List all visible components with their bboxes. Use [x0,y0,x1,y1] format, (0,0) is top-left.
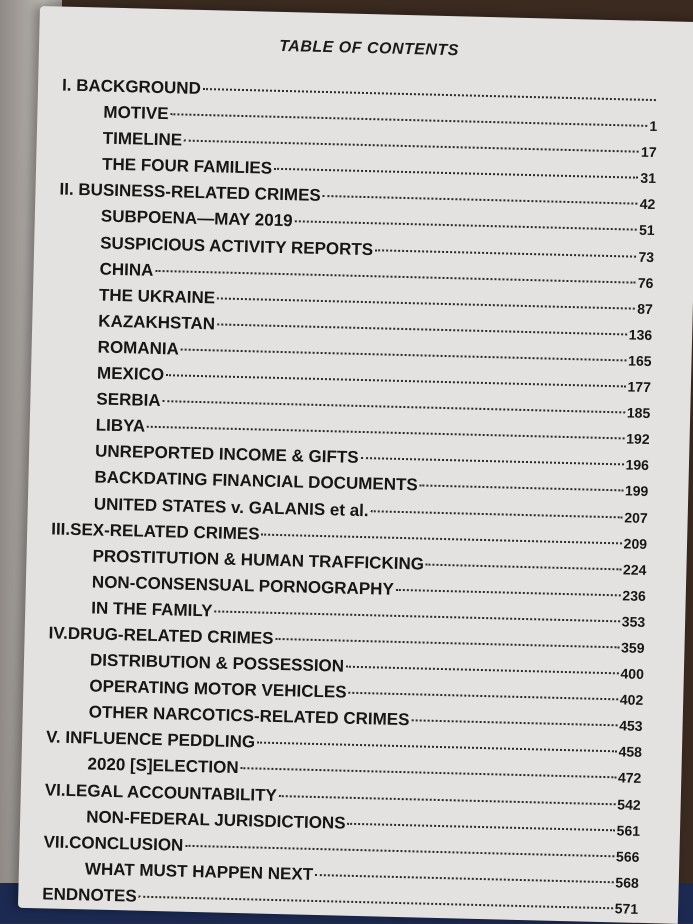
dot-leader [185,845,614,857]
toc-entry-page: 192 [626,430,650,448]
toc-entry-label: SERBIA [96,389,161,411]
dot-leader [420,485,623,492]
toc-entry-page: 1 [649,118,658,135]
toc-entry-page: 209 [623,535,648,552]
toc-entry-page: 402 [619,691,644,709]
dot-leader [163,400,625,413]
toc-entry-label: DISTRIBUTION & POSSESSION [89,650,345,676]
dot-leader [147,426,624,440]
toc-entry-label: TIMELINE [102,128,183,150]
toc-entry-label: 2020 [S]ELECTION [87,754,239,778]
dot-leader [214,610,619,622]
toc-entry-page: 196 [625,456,650,474]
dot-leader [295,221,638,231]
toc-entry-page: 73 [638,248,655,265]
toc-entry-page: 224 [622,561,647,578]
toc-entry-label: IN THE FAMILY [91,598,213,621]
dot-leader [315,874,613,883]
dot-leader [375,249,636,257]
toc-entry-label: II. BUSINESS-RELATED CRIMES [59,179,322,206]
dot-leader [275,638,619,648]
dot-leader [155,270,635,284]
toc-entry-label: ROMANIA [97,337,180,359]
toc-entry-page: 207 [624,508,648,526]
toc-entry-page: 568 [615,874,639,891]
toc-entry-page: 561 [616,821,641,839]
dot-leader [217,323,627,335]
dot-leader [426,563,621,570]
toc-entry-page: 571 [614,900,639,917]
dot-leader [411,720,617,727]
toc-entry-page: 236 [622,587,646,604]
toc-entry-label: PROSTITUTION & HUMAN TRAFFICKING [92,546,425,574]
table-of-contents [42,73,658,922]
toc-entry-label: MEXICO [96,363,165,385]
toc-entry-page: 453 [619,717,643,735]
toc-entry-label: MOTIVE [103,102,169,124]
dot-leader [181,348,626,361]
toc-entry-label: BACKDATING FINANCIAL DOCUMENTS [94,467,418,495]
toc-entry-page: 472 [617,769,642,787]
toc-entry-label: OPERATING MOTOR VEHICLES [89,676,347,702]
toc-entry-label: THE UKRAINE [98,285,216,308]
book-page [18,6,693,924]
toc-entry-label: WHAT MUST HAPPEN NEXT [84,859,314,884]
toc-entry-label: NON-CONSENSUAL PORNOGRAPHY [91,572,395,599]
toc-entry-page: 31 [640,170,657,187]
dot-leader [262,533,622,544]
toc-entry-page: 136 [628,326,653,343]
toc-entry-page: 542 [617,795,641,813]
toc-entry-page: 51 [638,222,655,239]
toc-entry-page: 400 [620,665,645,683]
toc-entry-label: ENDNOTES [42,884,137,906]
toc-entry-label: SUSPICIOUS ACTIVITY REPORTS [100,233,374,259]
toc-entry-label: LIBYA [95,415,146,436]
dot-leader [139,896,613,910]
toc-entry-label: SUBPOENA—MAY 2019 [100,207,293,231]
toc-entry-label: IV.DRUG-RELATED CRIMES [48,623,274,648]
dot-leader [346,666,619,675]
dot-leader [241,768,616,779]
toc-entry-page: 566 [615,848,640,865]
toc-entry-page: 42 [639,196,656,213]
dot-leader [166,374,625,387]
toc-entry-label: UNITED STATES v. GALANIS et al. [93,493,369,520]
dot-leader [348,822,615,831]
toc-entry-page: 76 [637,274,654,291]
toc-entry-page: 458 [618,743,643,761]
dot-leader [217,297,635,309]
dot-leader [396,589,621,596]
toc-entry-page: 359 [620,639,645,656]
page-title: TABLE OF CONTENTS [279,37,460,60]
toc-entry-label: III.SEX-RELATED CRIMES [51,519,260,544]
dot-leader [257,742,617,753]
toc-entry-label: NON-FEDERAL JURISDICTIONS [85,806,346,833]
dot-leader [371,510,623,518]
toc-entry-label: KAZAKHSTAN [98,311,216,334]
dot-leader [274,168,638,179]
dot-leader [279,795,616,805]
toc-entry-label: VI.LEGAL ACCOUNTABILITY [44,779,278,805]
toc-entry-label: UNREPORTED INCOME & GIFTS [94,441,359,468]
toc-entry-page: 17 [640,143,657,161]
toc-entry-label: OTHER NARCOTICS-RELATED CRIMES [88,702,410,730]
dot-leader [361,457,624,465]
toc-entry-page: 199 [624,482,649,500]
toc-entry-label: VII.CONCLUSION [43,832,184,855]
toc-entry-label: I. BACKGROUND [61,75,202,98]
dot-leader [323,195,638,205]
dot-leader [184,140,639,153]
dot-leader [349,692,618,701]
toc-entry-label: CHINA [99,259,154,280]
toc-entry-page: 87 [637,300,653,317]
dot-leader [171,113,648,127]
toc-entry-label: V. INFLUENCE PEDDLING [45,727,256,752]
dot-leader [203,88,656,101]
toc-entry-page: 177 [627,378,652,396]
toc-entry-label: THE FOUR FAMILIES [101,154,273,178]
toc-entry-page: 353 [621,613,646,630]
toc-entry-page: 165 [627,352,652,369]
toc-entry-page: 185 [626,404,651,422]
